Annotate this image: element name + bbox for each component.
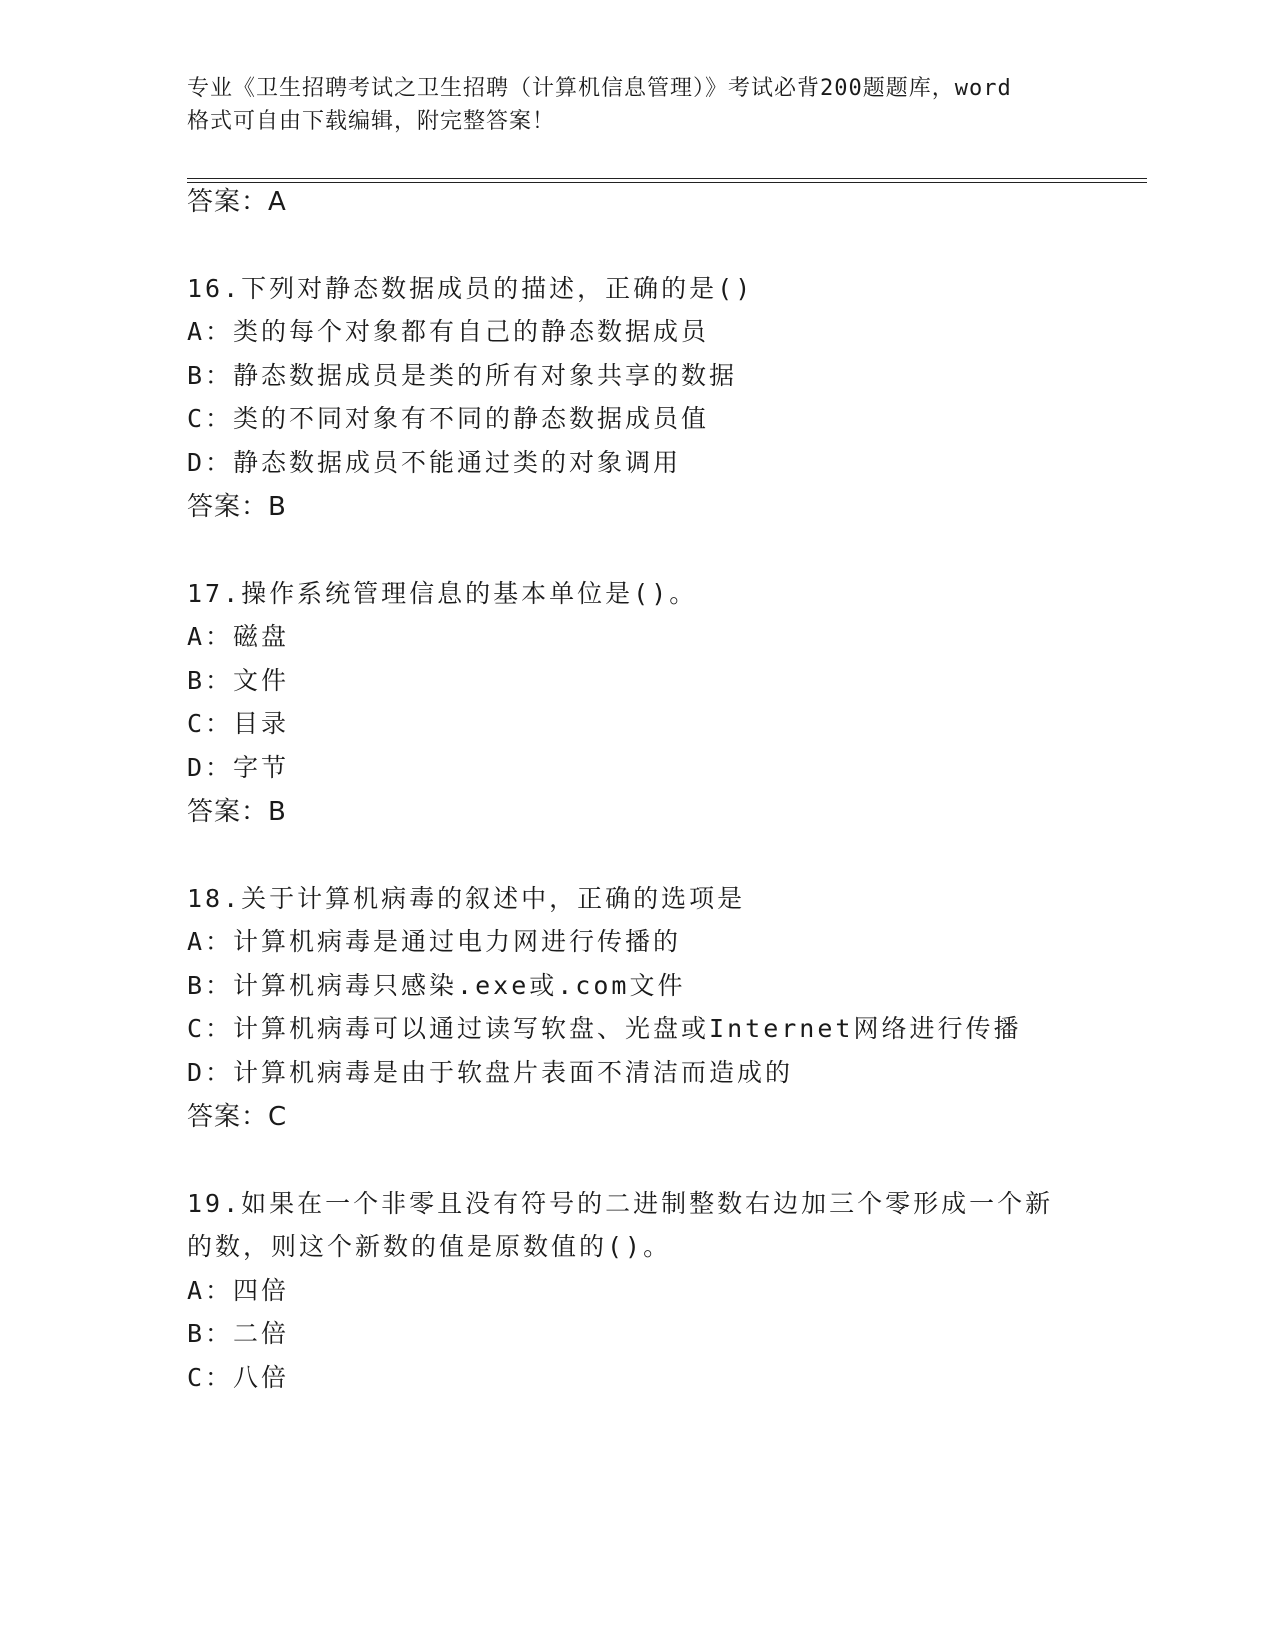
question-19-stem-line-1: 19.如果在一个非零且没有符号的二进制整数右边加三个零形成一个新 <box>187 1189 1054 1218</box>
document-page <box>187 0 1147 1650</box>
question-16-answer: 答案：B <box>187 492 287 522</box>
document-header <box>187 72 1087 138</box>
header-line-1: 专业《卫生招聘考试之卫生招聘（计算机信息管理）》考试必背200题题库，word <box>187 76 1012 101</box>
question-18-option-b: B：计算机病毒只感染.exe或.com文件 <box>187 971 686 1000</box>
question-19-option-a: A：四倍 <box>187 1276 290 1305</box>
question-17-option-d: D：字节 <box>187 753 290 782</box>
question-16-option-d: D：静态数据成员不能通过类的对象调用 <box>187 448 682 477</box>
question-19-option-c: C：八倍 <box>187 1363 290 1392</box>
question-19-stem-line-2: 的数，则这个新数的值是原数值的()。 <box>187 1232 672 1261</box>
header-line-2: 格式可自由下载编辑，附完整答案！ <box>187 109 556 134</box>
question-17-answer: 答案：B <box>187 797 287 827</box>
question-18-answer: 答案：C <box>187 1102 288 1132</box>
question-18-option-d: D：计算机病毒是由于软盘片表面不清洁而造成的 <box>187 1058 794 1087</box>
question-16-option-b: B：静态数据成员是类的所有对象共享的数据 <box>187 361 738 390</box>
question-19-option-b: B：二倍 <box>187 1319 290 1348</box>
question-17-stem: 17.操作系统管理信息的基本单位是()。 <box>187 579 698 608</box>
question-16-option-a: A：类的每个对象都有自己的静态数据成员 <box>187 317 710 346</box>
previous-answer: 答案：A <box>187 187 287 217</box>
question-16-stem: 16.下列对静态数据成员的描述，正确的是() <box>187 274 754 303</box>
header-divider <box>187 178 1147 183</box>
question-17-option-b: B：文件 <box>187 666 290 695</box>
question-16-option-c: C：类的不同对象有不同的静态数据成员值 <box>187 404 710 433</box>
question-17-option-a: A：磁盘 <box>187 622 290 651</box>
question-18-option-a: A：计算机病毒是通过电力网进行传播的 <box>187 927 682 956</box>
question-18-option-c: C：计算机病毒可以通过读写软盘、光盘或Internet网络进行传播 <box>187 1014 1022 1043</box>
question-18-stem: 18.关于计算机病毒的叙述中，正确的选项是 <box>187 884 746 913</box>
question-17-option-c: C：目录 <box>187 709 290 738</box>
